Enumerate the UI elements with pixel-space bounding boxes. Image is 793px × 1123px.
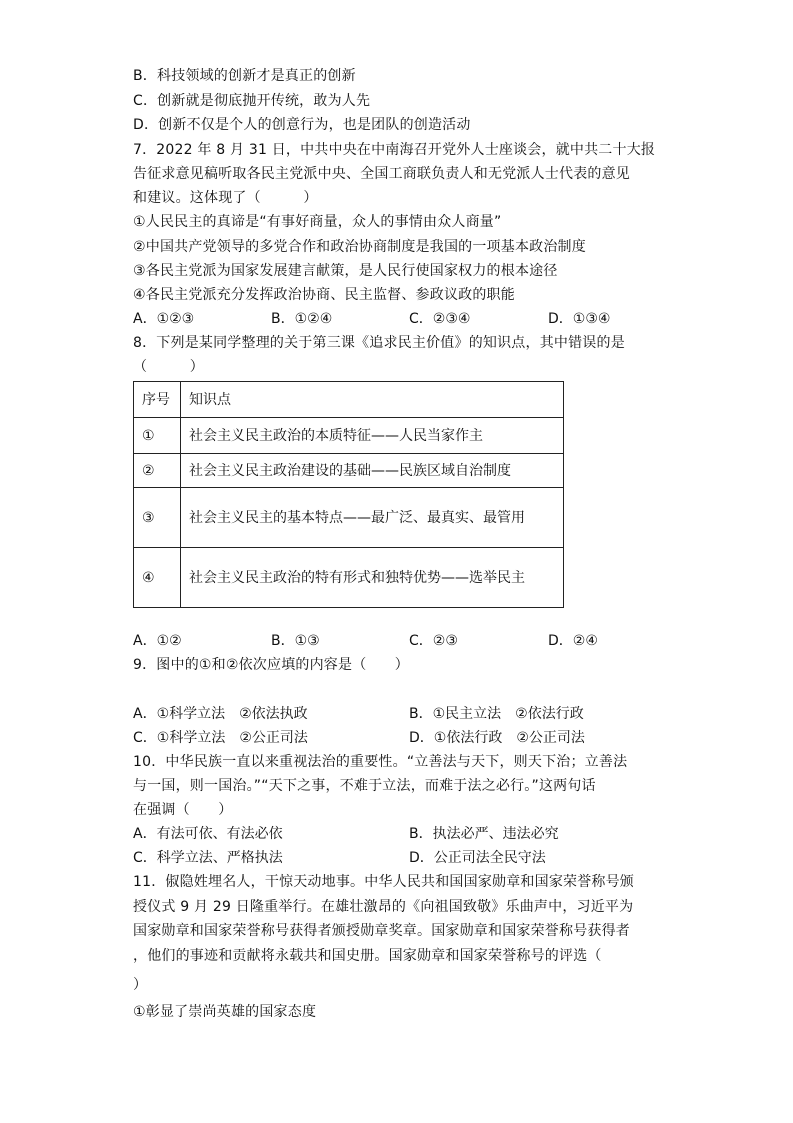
q11-statement-1: ①彰显了崇尚英雄的国家态度 — [133, 1004, 317, 1020]
q7-stem-line1: 7．2022 年 8 月 31 日，中共中央在中南海召开党外人士座谈会，就中共二十大报 — [133, 142, 656, 158]
q7-statement-3: ③各民主党派为国家发展建言献策，是人民行使国家权力的根本途径 — [133, 263, 558, 279]
table-header-row — [134, 382, 564, 418]
q7-statement-1: ①人民民主的真谛是“有事好商量，众人的事情由众人商量” — [133, 214, 502, 230]
q7-option-a: A．①②③ — [133, 311, 195, 327]
q8-option-a: A．①② — [133, 633, 182, 649]
q7-option-d: D．①③④ — [548, 311, 611, 327]
q6-option-d: D．创新不仅是个人的创意行为，也是团队的创造活动 — [133, 117, 471, 133]
table-cell-content: 社会主义民主政治的特有形式和独特优势——选举民主 — [181, 548, 564, 608]
table-row — [134, 454, 564, 488]
q7-option-c: C．②③④ — [409, 311, 471, 327]
table-header-cell: 序号 — [134, 382, 181, 418]
table-cell-index: ③ — [134, 488, 181, 548]
table-row — [134, 488, 564, 548]
q11-stem-line4: ，他们的事迹和贡献将永载共和国史册。国家勋章和国家荣誉称号的评选（ — [133, 948, 602, 964]
q7-stem-line2: 告征求意见稿听取各民主党派中央、全国工商联负责人和无党派人士代表的意见 — [133, 166, 630, 182]
q10-stem-line2: 与一国，则一国治。”“天下之事，不难于立法，而难于法之必行。”这两句话 — [133, 778, 596, 794]
q11-stem-line3: 国家勋章和国家荣誉称号获得者颁授勋章奖章。国家勋章和国家荣誉称号获得者 — [133, 923, 630, 939]
knowledge-table — [133, 381, 564, 608]
q7-statement-4: ④各民主党派充分发挥政治协商、民主监督、参政议政的职能 — [133, 287, 515, 303]
q11-stem-line1: 11．俶隐姓埋名人，干惊天动地事。中华人民共和国国家勋章和国家荣誉称号颁 — [133, 874, 635, 890]
q9-option-a: A．①科学立法 ②依法执政 — [133, 706, 308, 722]
q10-stem-line3: 在强调（ ） — [133, 802, 233, 818]
q9-option-c: C．①科学立法 ②公正司法 — [133, 730, 308, 746]
q8-option-d: D．②④ — [548, 633, 598, 649]
q11-stem-line5: ） — [133, 977, 148, 993]
q6-option-b: B．科技领域的创新才是真正的创新 — [133, 68, 356, 84]
q8-option-c: C．②③ — [409, 633, 458, 649]
q10-option-c: C．科学立法、严格执法 — [133, 850, 283, 866]
q10-option-d: D．公正司法全民守法 — [409, 850, 546, 866]
q9-option-b: B．①民主立法 ②依法行政 — [409, 706, 584, 722]
q10-stem-line1: 10．中华民族一直以来重视法治的重要性。“立善法与天下，则天下治；立善法 — [133, 754, 628, 770]
q8-stem-line2: （ ） — [133, 359, 204, 375]
q7-stem-line3: 和建议。这体现了（ ） — [133, 190, 318, 206]
q9-stem: 9．图中的①和②依次应填的内容是（ ） — [133, 657, 410, 673]
table-cell-content: 社会主义民主政治建设的基础——民族区域自治制度 — [181, 454, 564, 488]
table-cell-index: ④ — [134, 548, 181, 608]
table-header-cell: 知识点 — [181, 382, 564, 418]
q8-stem-line1: 8．下列是某同学整理的关于第三课《追求民主价值》的知识点，其中错误的是 — [133, 335, 625, 351]
table-cell-content: 社会主义民主的基本特点——最广泛、最真实、最管用 — [181, 488, 564, 548]
q6-option-c: C．创新就是彻底抛开传统，敢为人先 — [133, 93, 371, 109]
q11-stem-line2: 授仪式 9 月 29 日隆重举行。在雄壮激昂的《向祖国致敬》乐曲声中，习近平为 — [133, 899, 634, 915]
q9-option-d: D．①依法行政 ②公正司法 — [409, 730, 585, 746]
table-cell-index: ② — [134, 454, 181, 488]
table-cell-content: 社会主义民主政治的本质特征——人民当家作主 — [181, 418, 564, 454]
q7-option-b: B．①②④ — [271, 311, 333, 327]
q10-option-b: B．执法必严、违法必究 — [409, 826, 559, 842]
q10-option-a: A．有法可依、有法必依 — [133, 826, 283, 842]
q8-option-b: B．①③ — [271, 633, 320, 649]
table-cell-index: ① — [134, 418, 181, 454]
q7-statement-2: ②中国共产党领导的多党合作和政治协商制度是我国的一项基本政治制度 — [133, 239, 586, 255]
table-row — [134, 418, 564, 454]
table-row — [134, 548, 564, 608]
